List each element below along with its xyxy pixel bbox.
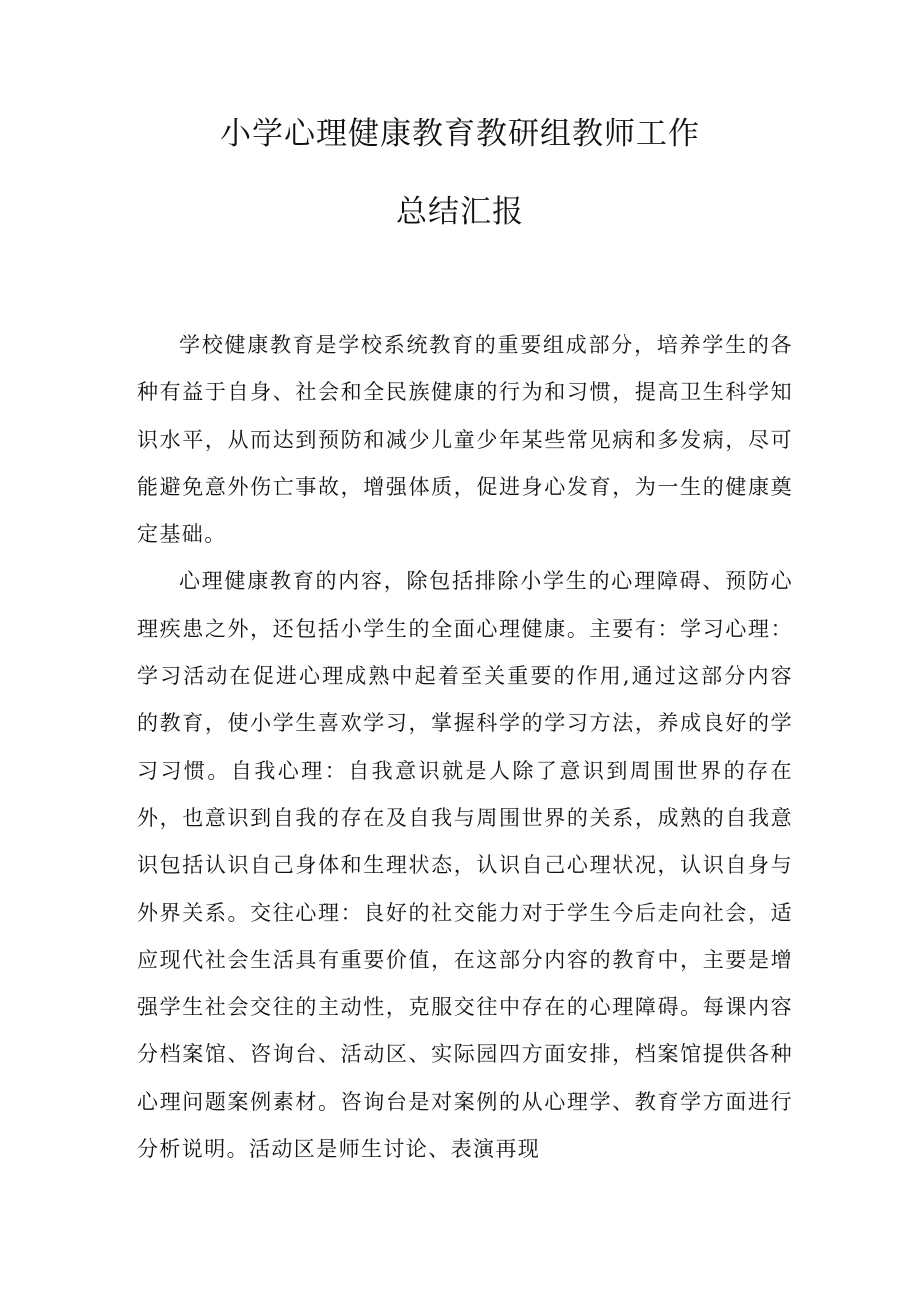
- paragraph-1: 学校健康教育是学校系统教育的重要组成部分，培养学生的各种有益于自身、社会和全民族健康的行为和习惯，提高卫生科学知识水平，从而达到预防和减少儿童少年某些常见病和多发病，尽可能避免意外伤亡事故，增强体质，促进身心发育，为一生的健康奠定基础。: [137, 333, 793, 547]
- document-title-line-1: 小学心理健康教育教研组教师工作: [220, 116, 700, 152]
- document-title-line-2: 总结汇报: [396, 194, 524, 230]
- document-body: [137, 322, 793, 1173]
- paragraph-2: 心理健康教育的内容，除包括排除小学生的心理障碍、预防心理疾患之外，还包括小学生的全面心理健康。主要有：学习心理：学习活动在促进心理成熟中起着至关重要的作用,通过这部分内容的教育，使小学生喜欢学习，掌握科学的学习方法，养成良好的学习习惯。自我心理：自我意识就是人除了意识到周围世界的存在外，也意识到自我的存在及自我与周围世界的关系，成熟的自我意识包括认识自己身体和生理状态，认识自己心理状况，认识自身与外界关系。交往心理：良好的社交能力对于学生今后走向社会，适应现代社会生活具有重要价值，在这部分内容的教育中，主要是增强学生社会交往的主动性，克服交往中存在的心理障碍。每课内容分档案馆、咨询台、活动区、实际园四方面安排，档案馆提供各种心理问题案例素材。咨询台是对案例的从心理学、教育学方面进行分析说明。活动区是师生讨论、表演再现: [137, 569, 793, 1162]
